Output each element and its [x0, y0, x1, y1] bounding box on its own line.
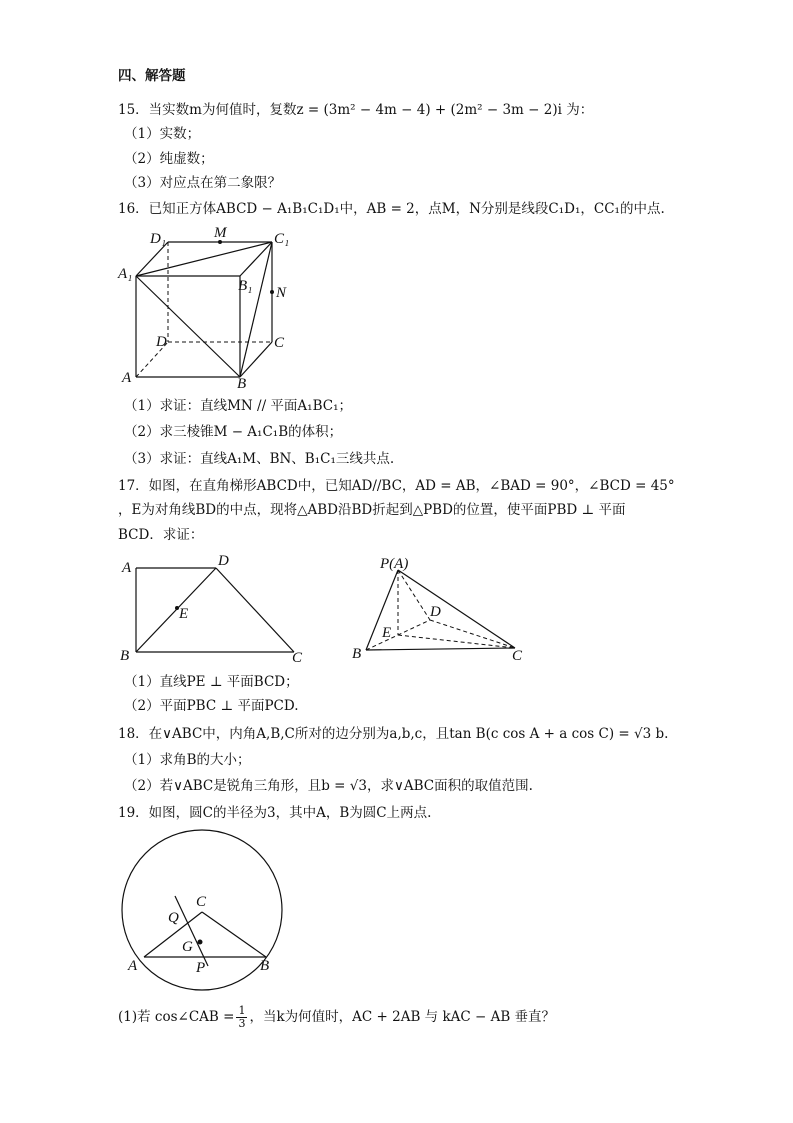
label-c: C [274, 335, 285, 351]
point-g [198, 940, 203, 945]
fig1-label-e: E [179, 606, 189, 622]
label-c1: C₁ [274, 231, 290, 247]
fig2-label-b: B [352, 646, 362, 662]
label-n: N [276, 285, 287, 301]
circle-label-g: G [182, 939, 193, 955]
fig1-label-b: B [120, 648, 130, 664]
q15-text: 15．当实数m为何值时，复数z = (3m² − 4m − 4) + (2m² − 3m − 2)i 为： [118, 102, 594, 118]
q18-part-1: （1）求角B的大小； [124, 752, 251, 768]
q19-part1-suffix: ，当k为何值时，AC + 2AB 与 kAC − AB 垂直？ [249, 1009, 556, 1025]
fig1-label-c: C [292, 650, 303, 666]
q16-part-2: （2）求三棱锥M − A₁C₁B的体积； [124, 424, 343, 440]
circle-label-b: B [260, 958, 270, 974]
fig1-label-d: D [218, 553, 229, 569]
section-title: 四、解答题 [118, 68, 186, 84]
label-a: A [122, 370, 132, 386]
circle-label-p: P [196, 960, 206, 976]
q15-part-1: （1）实数； [124, 126, 201, 142]
circle-label-q: Q [168, 910, 179, 926]
trapezoid-figure [116, 550, 316, 665]
q19-part1-prefix: (1)若 cos∠CAB = [118, 1009, 235, 1025]
label-d1: D₁ [150, 231, 167, 247]
fraction-numerator: 1 [238, 1004, 246, 1017]
folded-figure [350, 550, 540, 665]
q16-text: 16．已知正方体ABCD − A₁B₁C₁D₁中，AB = 2，点M，N分别是线段C₁D₁，CC₁的中点. [118, 201, 665, 217]
circle-label-a: A [128, 958, 138, 974]
label-b: B [237, 376, 247, 392]
q15-part-3: （3）对应点在第二象限？ [124, 175, 282, 191]
q17-text-2: ，E为对角线BD的中点，现将△ABD沿BD折起到△PBD的位置，使平面PBD ⊥ 平面 [118, 502, 626, 518]
cube-figure [110, 222, 300, 392]
q18-text: 18．在∨ABC中，内角A,B,C所对的边分别为a,b,c，且tan B(c cos A + a cos C) = √3 b. [118, 726, 669, 742]
fig2-label-d: D [430, 604, 441, 620]
fig2-label-c: C [512, 648, 523, 664]
q17-part-2: （2）平面PBC ⊥ 平面PCD. [124, 698, 299, 714]
label-b1: B₁ [238, 278, 253, 294]
fig2-label-p: P(A) [380, 556, 409, 572]
q17-text-1: 17．如图，在直角梯形ABCD中，已知AD//BC，AD = AB，∠BAD = 90°，∠BCD = 45° [118, 478, 675, 494]
point-n [270, 290, 274, 294]
label-d: D [156, 334, 167, 350]
q17-text-3: BCD．求证： [118, 527, 204, 543]
circle-figure [118, 826, 288, 996]
q16-part-3: （3）求证：直线A₁M、BN、B₁C₁三线共点. [124, 451, 395, 467]
q17-part-1: （1）直线PE ⊥ 平面BCD； [124, 674, 299, 690]
q19-text: 19．如图，圆C的半径为3，其中A，B为圆C上两点. [118, 805, 432, 821]
q16-part-1: （1）求证：直线MN // 平面A₁BC₁； [124, 398, 352, 414]
q15-part-2: （2）纯虚数； [124, 151, 214, 167]
q18-part-2: （2）若∨ABC是锐角三角形，且b = √3，求∨ABC面积的取值范围. [124, 778, 533, 794]
circle-label-c: C [196, 894, 207, 910]
label-a1: A₁ [118, 266, 133, 282]
fraction-one-third [236, 1005, 247, 1030]
fraction-denominator: 3 [238, 1017, 246, 1030]
label-m: M [214, 225, 227, 241]
fig1-label-a: A [122, 560, 132, 576]
fig2-label-e: E [382, 625, 392, 641]
q19-part-1 [118, 1000, 555, 1034]
